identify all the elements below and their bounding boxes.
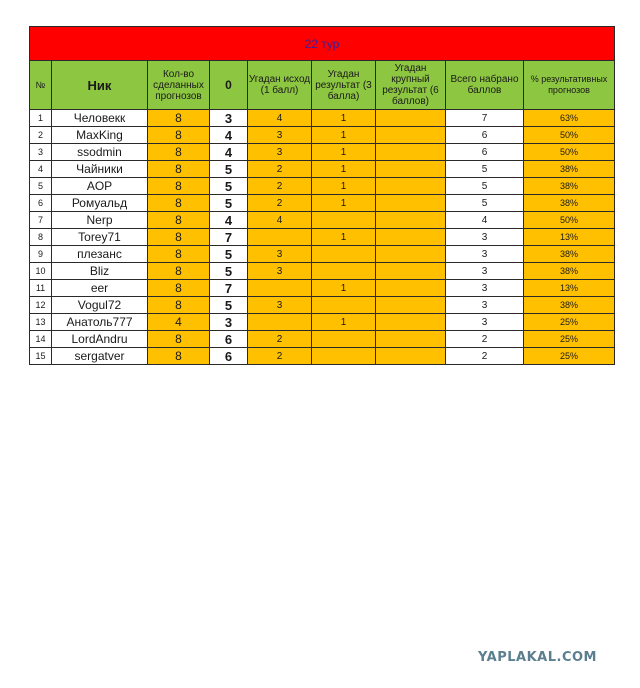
cell-big [376,110,446,127]
cell-result [312,331,376,348]
cell-total: 4 [446,212,524,229]
cell-outcome: 4 [248,212,312,229]
cell-total: 6 [446,127,524,144]
table-row [30,161,615,178]
cell-big [376,212,446,229]
cell-made: 8 [148,110,210,127]
table-row [30,195,615,212]
table-row [30,348,615,365]
cell-big [376,229,446,246]
cell-made: 8 [148,280,210,297]
table-row [30,331,615,348]
cell-total: 2 [446,348,524,365]
cell-result: 1 [312,178,376,195]
cell-made: 4 [148,314,210,331]
table-row [30,127,615,144]
cell-nick: Ромуальд [52,195,148,212]
header-total: Всего набрано баллов [446,61,524,110]
cell-total: 3 [446,280,524,297]
table-row [30,263,615,280]
title-row [30,27,615,61]
cell-zero: 5 [210,246,248,263]
cell-pct: 38% [524,263,615,280]
header-row [30,61,615,110]
table-row [30,314,615,331]
cell-outcome: 3 [248,127,312,144]
cell-outcome: 2 [248,161,312,178]
cell-nick: плезанс [52,246,148,263]
cell-total: 3 [446,246,524,263]
cell-nick: Bliz [52,263,148,280]
watermark: YAPLAKAL.COM [478,650,597,665]
cell-total: 2 [446,331,524,348]
cell-big [376,348,446,365]
cell-pct: 25% [524,314,615,331]
cell-pct: 38% [524,246,615,263]
header-result: Угадан результат (3 балла) [312,61,376,110]
cell-pct: 50% [524,127,615,144]
cell-zero: 7 [210,280,248,297]
results-table [29,26,615,365]
cell-zero: 3 [210,314,248,331]
cell-nick: AOP [52,178,148,195]
cell-no: 12 [30,297,52,314]
round-title: 22 тур [30,27,615,61]
cell-zero: 4 [210,127,248,144]
cell-total: 5 [446,195,524,212]
cell-big [376,144,446,161]
cell-result: 1 [312,195,376,212]
cell-nick: LordAndru [52,331,148,348]
cell-nick: Анатоль777 [52,314,148,331]
cell-nick: Torey71 [52,229,148,246]
cell-result: 1 [312,161,376,178]
cell-made: 8 [148,195,210,212]
cell-outcome: 4 [248,110,312,127]
cell-zero: 3 [210,110,248,127]
cell-no: 14 [30,331,52,348]
cell-zero: 5 [210,195,248,212]
table-row [30,144,615,161]
cell-zero: 4 [210,144,248,161]
cell-result: 1 [312,280,376,297]
cell-no: 10 [30,263,52,280]
header-made: Кол-во сделанных прогнозов [148,61,210,110]
cell-no: 11 [30,280,52,297]
cell-zero: 5 [210,263,248,280]
cell-outcome: 3 [248,297,312,314]
cell-result: 1 [312,110,376,127]
cell-made: 8 [148,246,210,263]
cell-big [376,280,446,297]
cell-big [376,178,446,195]
table-row [30,178,615,195]
cell-total: 3 [446,229,524,246]
cell-made: 8 [148,144,210,161]
cell-result [312,212,376,229]
cell-total: 5 [446,161,524,178]
cell-no: 1 [30,110,52,127]
cell-nick: ssodmin [52,144,148,161]
cell-zero: 6 [210,331,248,348]
table-body [30,27,615,365]
cell-nick: Человекк [52,110,148,127]
table-row [30,246,615,263]
header-outcome: Угадан исход (1 балл) [248,61,312,110]
cell-result [312,297,376,314]
cell-made: 8 [148,161,210,178]
cell-result [312,246,376,263]
table-row [30,297,615,314]
cell-result: 1 [312,229,376,246]
cell-outcome: 2 [248,195,312,212]
cell-result [312,263,376,280]
cell-zero: 5 [210,161,248,178]
cell-made: 8 [148,212,210,229]
header-pct: % результативных прогнозов [524,61,615,110]
cell-pct: 38% [524,161,615,178]
cell-outcome: 2 [248,331,312,348]
cell-zero: 6 [210,348,248,365]
cell-no: 5 [30,178,52,195]
cell-total: 3 [446,297,524,314]
cell-zero: 5 [210,178,248,195]
cell-pct: 13% [524,280,615,297]
cell-big [376,263,446,280]
header-zero: 0 [210,61,248,110]
cell-zero: 4 [210,212,248,229]
cell-result: 1 [312,127,376,144]
cell-outcome [248,314,312,331]
cell-result: 1 [312,314,376,331]
cell-nick: Nerp [52,212,148,229]
cell-big [376,246,446,263]
cell-total: 3 [446,263,524,280]
cell-big [376,314,446,331]
cell-nick: Чайники [52,161,148,178]
header-no: № [30,61,52,110]
cell-outcome [248,229,312,246]
header-nick: Ник [52,61,148,110]
cell-made: 8 [148,348,210,365]
cell-no: 8 [30,229,52,246]
cell-no: 4 [30,161,52,178]
cell-nick: eer [52,280,148,297]
cell-made: 8 [148,178,210,195]
cell-big [376,195,446,212]
table-row [30,212,615,229]
cell-outcome: 3 [248,263,312,280]
cell-outcome: 3 [248,246,312,263]
table-row [30,280,615,297]
cell-made: 8 [148,127,210,144]
cell-no: 3 [30,144,52,161]
cell-made: 8 [148,331,210,348]
cell-no: 2 [30,127,52,144]
cell-pct: 13% [524,229,615,246]
cell-pct: 25% [524,348,615,365]
cell-total: 5 [446,178,524,195]
cell-pct: 38% [524,195,615,212]
cell-total: 3 [446,314,524,331]
cell-made: 8 [148,263,210,280]
cell-no: 9 [30,246,52,263]
cell-outcome: 2 [248,178,312,195]
cell-no: 13 [30,314,52,331]
cell-no: 6 [30,195,52,212]
cell-pct: 38% [524,297,615,314]
cell-zero: 5 [210,297,248,314]
cell-big [376,127,446,144]
cell-no: 7 [30,212,52,229]
cell-big [376,297,446,314]
cell-result [312,348,376,365]
cell-zero: 7 [210,229,248,246]
cell-nick: Vogul72 [52,297,148,314]
cell-pct: 63% [524,110,615,127]
cell-nick: sergatver [52,348,148,365]
cell-nick: MaxKing [52,127,148,144]
cell-pct: 50% [524,144,615,161]
cell-outcome [248,280,312,297]
cell-total: 7 [446,110,524,127]
cell-pct: 50% [524,212,615,229]
table-row [30,229,615,246]
cell-result: 1 [312,144,376,161]
table-row [30,110,615,127]
cell-big [376,161,446,178]
cell-outcome: 3 [248,144,312,161]
cell-pct: 25% [524,331,615,348]
cell-big [376,331,446,348]
cell-no: 15 [30,348,52,365]
cell-pct: 38% [524,178,615,195]
cell-made: 8 [148,297,210,314]
cell-outcome: 2 [248,348,312,365]
cell-total: 6 [446,144,524,161]
cell-made: 8 [148,229,210,246]
header-big: Угадан крупный результат (6 баллов) [376,61,446,110]
